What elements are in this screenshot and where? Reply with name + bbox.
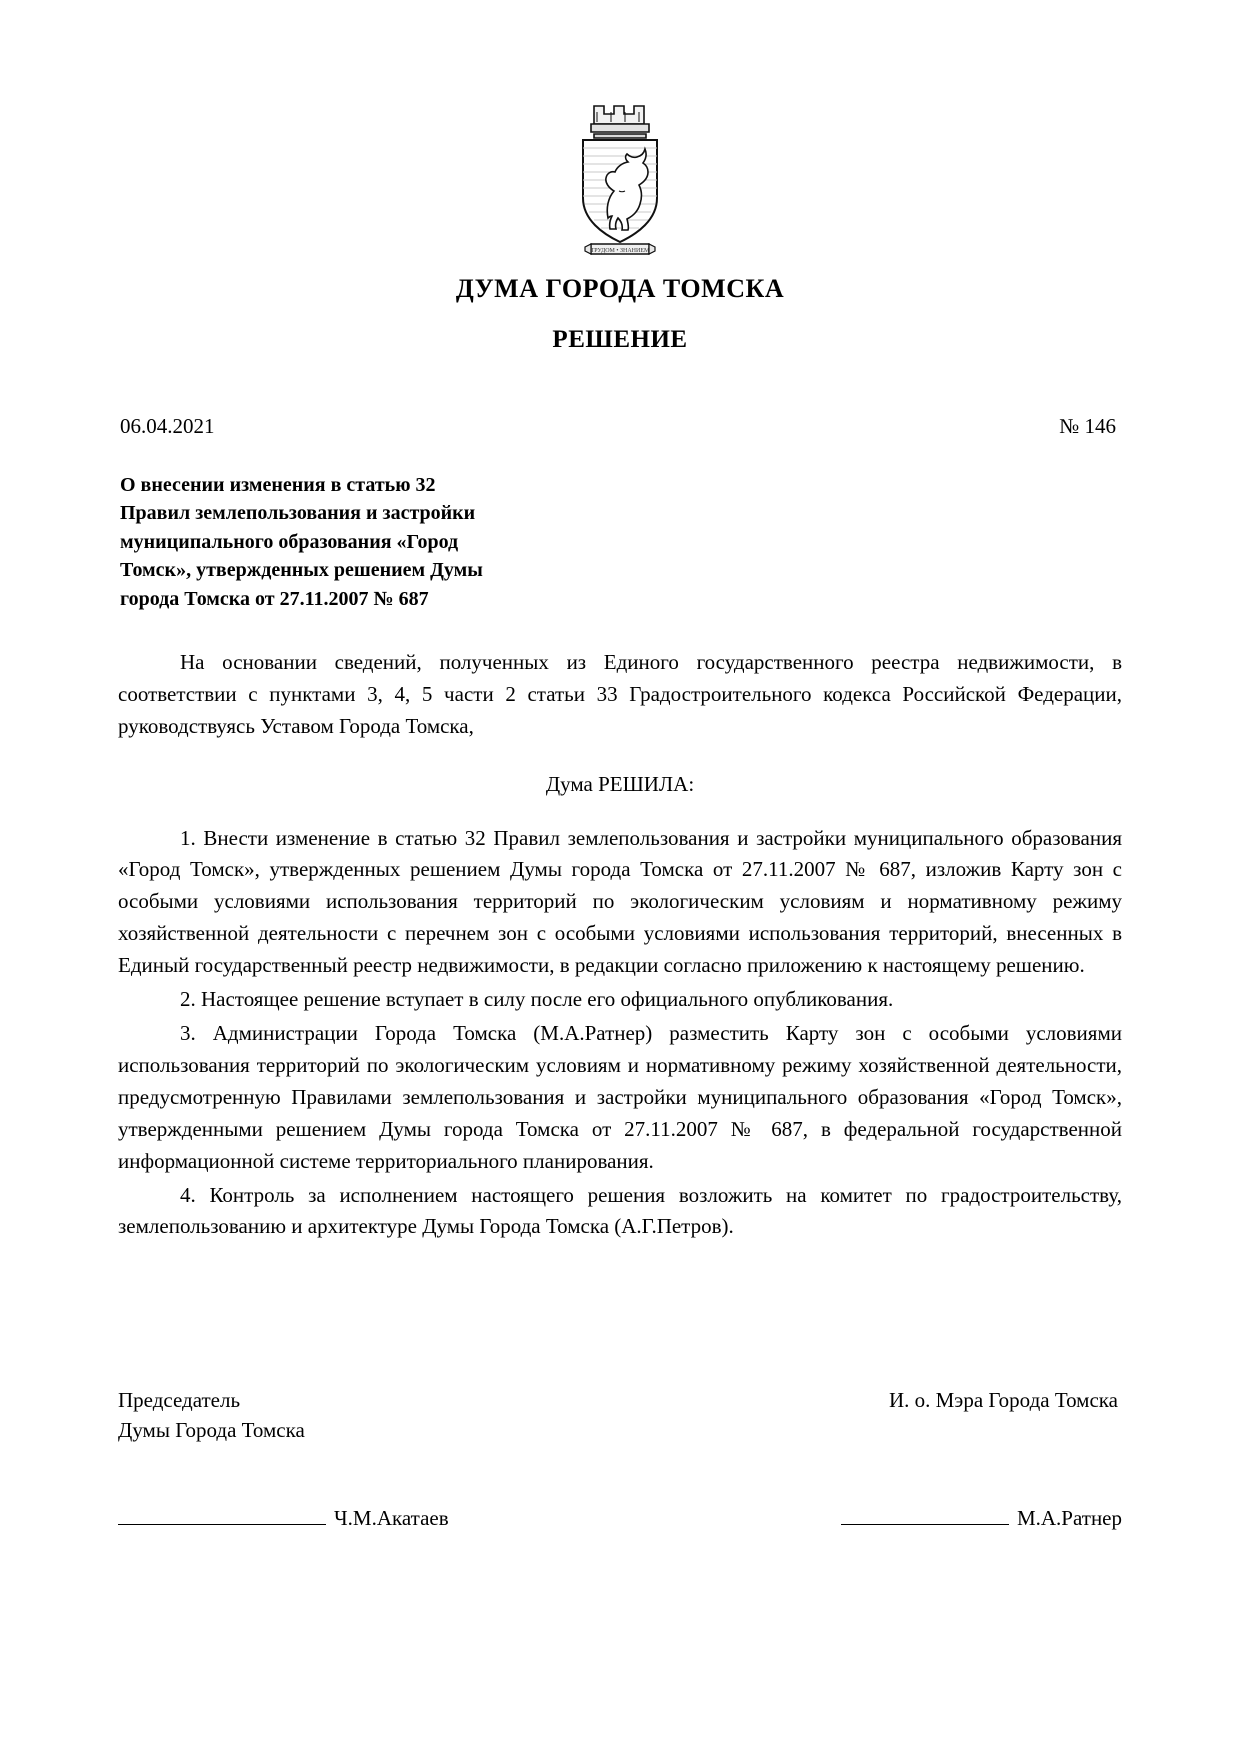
document-subject	[118, 471, 590, 613]
signer-right-name: М.А.Ратнер	[1016, 1505, 1122, 1530]
signer-left-title-line2: Думы Города Томска	[118, 1418, 305, 1443]
signer-left-title-line1: Председатель	[118, 1388, 241, 1412]
svg-text:ТРУДОМ • ЗНАНИЕМ: ТРУДОМ • ЗНАНИЕМ	[590, 248, 650, 254]
preamble-paragraph: На основании сведений, полученных из Единого государственного реестра недвижимости, в соответствии с пунктами 3, 4, 5 части 2 статьи 33 Градостроительного кодекса Российской Федерации, руководствуясь Уставом Города Томска,	[118, 649, 1122, 738]
clause-2: 2. Настоящее решение вступает в силу после его официального опубликования.	[180, 987, 894, 1012]
document-type: РЕШЕНИЕ	[552, 326, 688, 353]
subject-line: Правил землепользования и застройки	[120, 502, 476, 525]
signature-block	[118, 1385, 1122, 1531]
document-number: № 146	[1059, 414, 1116, 438]
coat-of-arms-icon	[561, 100, 679, 260]
clause-3: 3. Администрации Города Томска (М.А.Ратнер) разместить Карту зон с особыми условиями использования территорий по экологическим условиям и нормативному режиму хозяйственной деятельности, предусмотренную Правилами землепользования и застройки муниципального образования «Город Томск», утвержденными решением Думы города Томска от 27.11.2007 № 687, в федеральной государственной информационной системе территориального планирования.	[118, 1021, 1122, 1173]
emblem-container	[118, 100, 1122, 260]
subject-line: О внесении изменения в статью 32	[120, 474, 436, 496]
signature-line-right	[841, 1510, 1009, 1525]
document-date: 06.04.2021	[120, 414, 215, 438]
subject-line: муниципального образования «Город	[120, 530, 459, 553]
signer-left-title	[118, 1385, 305, 1446]
signer-left-name: Ч.М.Акатаев	[334, 1505, 449, 1530]
signature-left	[118, 1506, 449, 1531]
resolve-heading: Дума РЕШИЛА:	[545, 771, 695, 796]
subject-line: Томск», утвержденных решением Думы	[120, 559, 483, 582]
clause-1: 1. Внести изменение в статью 32 Правил землепользования и застройки муниципального образования «Город Томск», утвержденных решением Думы города Томска от 27.11.2007 № 687, изложив Карту зон с особыми условиями использования территорий по экологическим условиям и нормативному режиму хозяйственной деятельности с перечнем зон с особыми условиями использования территорий, внесенных в Единый государственный реестр недвижимости, в редакции согласно приложению к настоящему решению.	[118, 825, 1122, 978]
signature-right	[841, 1506, 1122, 1531]
document-body	[118, 647, 1122, 1243]
organization-title: ДУМА ГОРОДА ТОМСКА	[455, 274, 785, 303]
subject-line: города Томска от 27.11.2007 № 687	[120, 587, 429, 610]
signer-right-title: И. о. Мэра Города Томска	[888, 1388, 1118, 1412]
signature-line-left	[118, 1510, 326, 1525]
document-meta	[118, 414, 1122, 439]
clause-4: 4. Контроль за исполнением настоящего решения возложить на комитет по градостроительству, землепользованию и архитектуре Думы Города Томска (А.Г.Петров).	[118, 1182, 1122, 1239]
